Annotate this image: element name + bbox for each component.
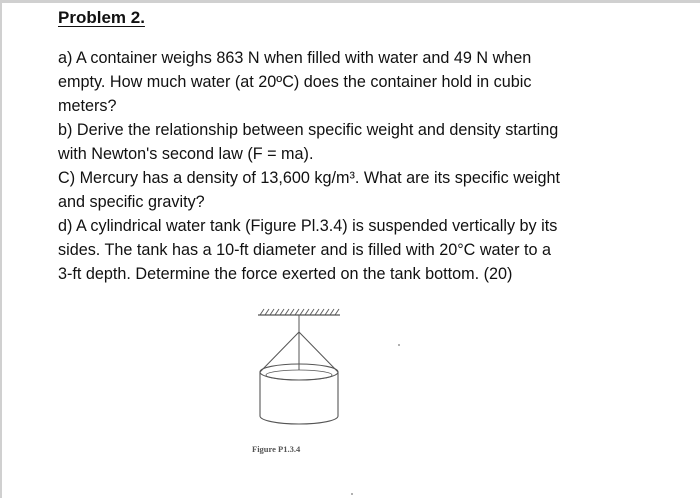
problem-text-line: meters? [58, 97, 117, 115]
frame-left-border [0, 0, 2, 498]
scan-speck [398, 344, 400, 346]
figure-caption: Figure P1.3.4 [252, 444, 301, 454]
suspended-tank-figure [252, 306, 352, 456]
problem-text [58, 46, 678, 286]
problem-text-line: 3-ft depth. Determine the force exerted on the tank bottom. (20) [58, 265, 513, 283]
scan-speck [351, 493, 353, 495]
ceiling-support [258, 309, 340, 315]
problem-text-line: C) Mercury has a density of 13,600 kg/m³. What are its specific weight [58, 169, 561, 187]
problem-text-line: d) A cylindrical water tank (Figure Pl.3.4) is suspended vertically by its [58, 217, 558, 235]
problem-heading: Problem 2. [58, 8, 145, 27]
problem-text-line: sides. The tank has a 10-ft diameter and is filled with 20°C water to a [58, 241, 551, 259]
problem-text-line: with Newton's second law (F = ma). [58, 145, 314, 163]
problem-text-line: empty. How much water (at 20ºC) does the container hold in cubic [58, 73, 532, 91]
suspended-tank-icon [252, 306, 352, 446]
problem-text-line: b) Derive the relationship between specific weight and density starting [58, 121, 559, 139]
cylindrical-tank [260, 364, 338, 424]
problem-text-line: a) A container weighs 863 N when filled with water and 49 N when [58, 49, 532, 67]
problem-text-line: and specific gravity? [58, 193, 205, 211]
frame-top-border [0, 0, 700, 3]
